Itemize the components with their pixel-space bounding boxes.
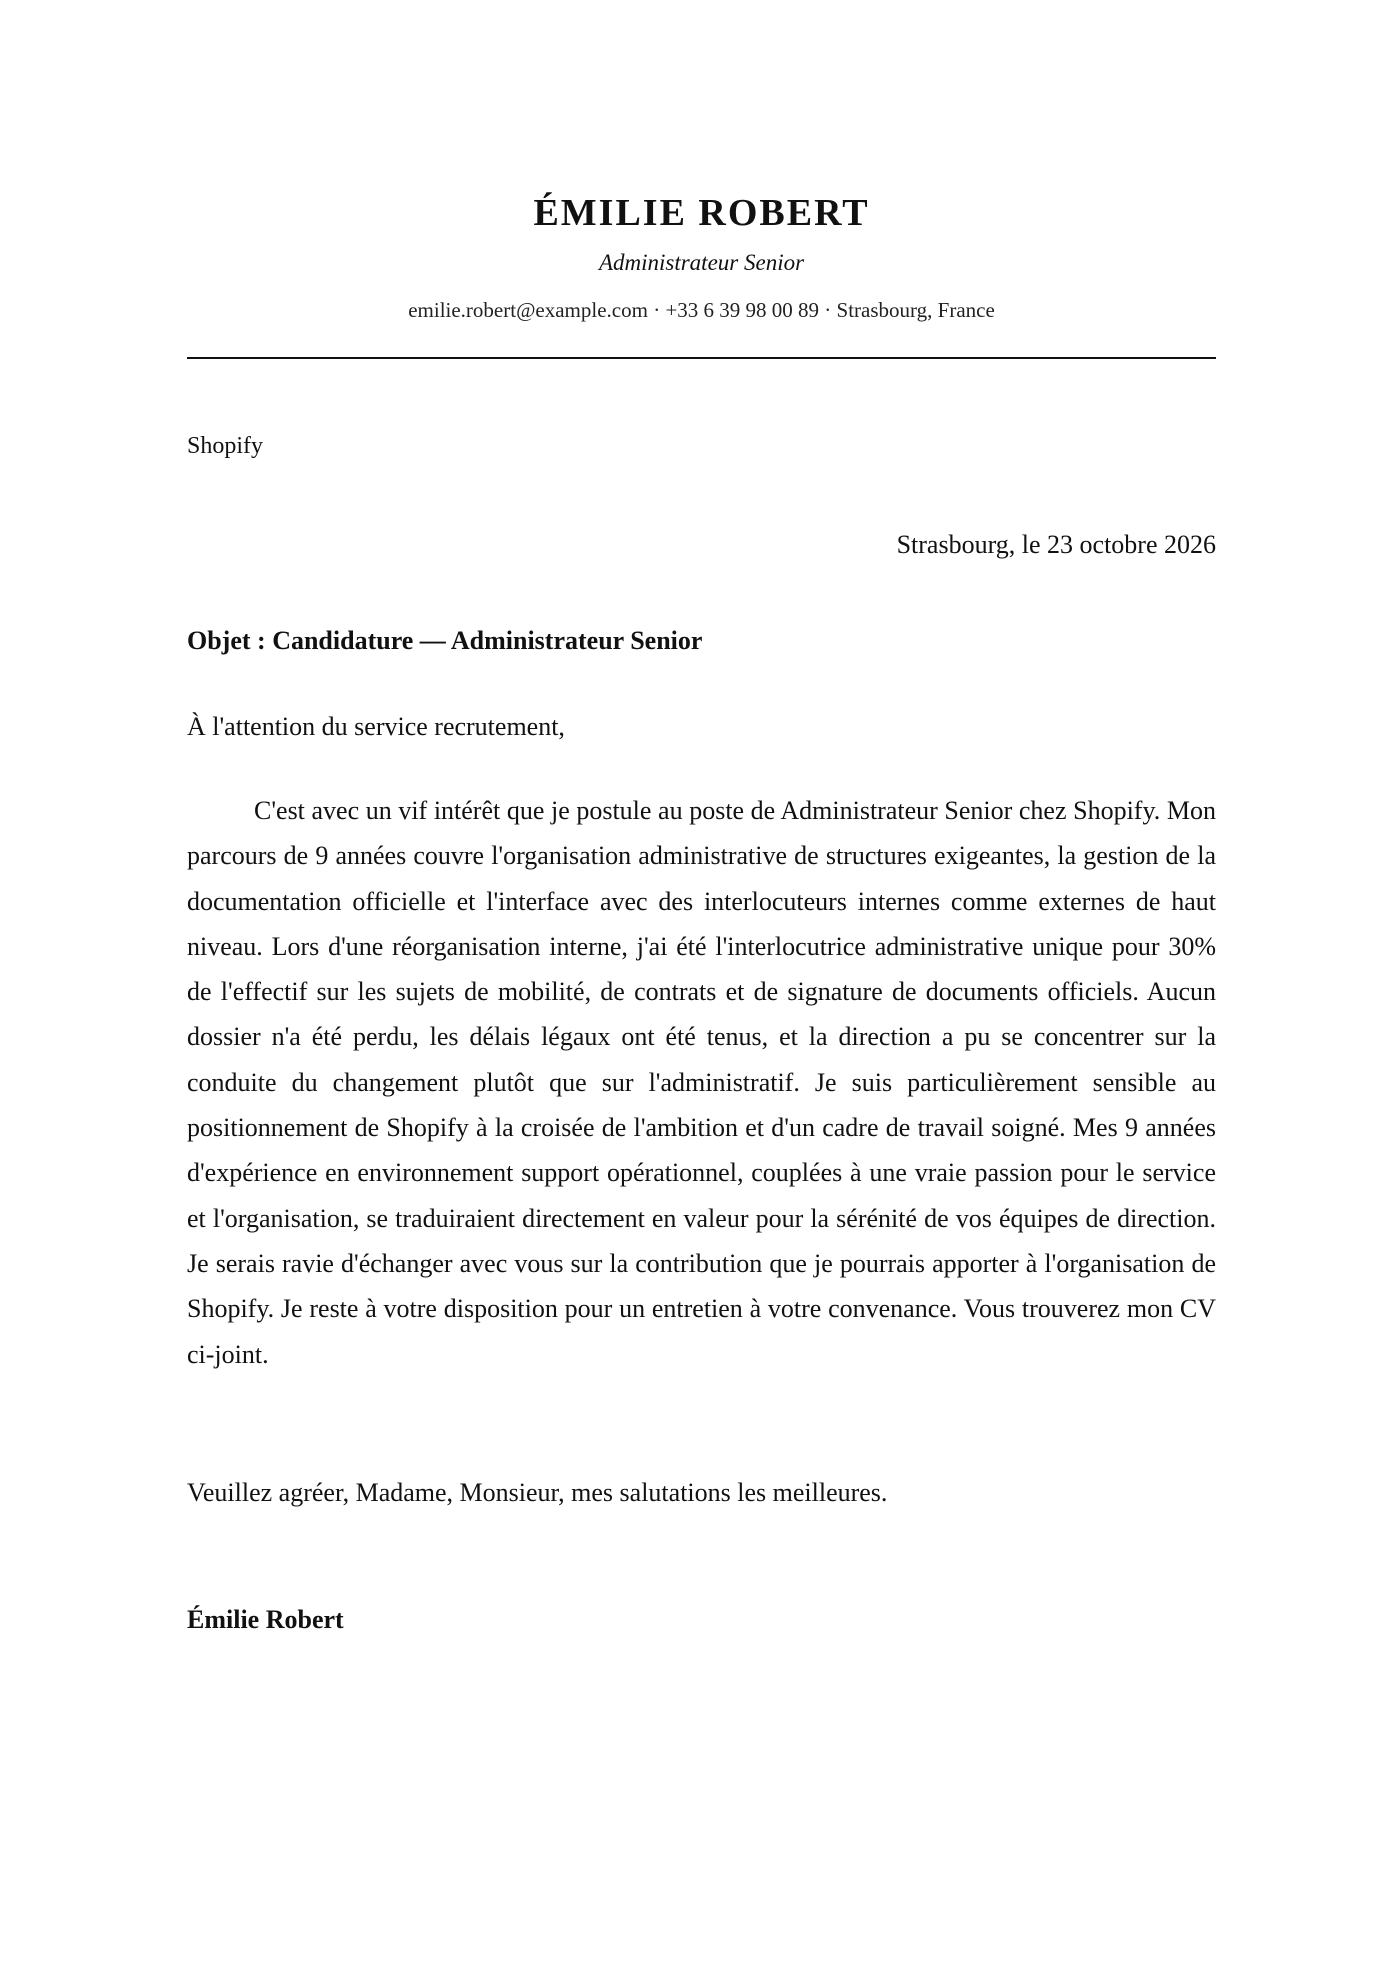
- sender-contact-line: emilie.robert@example.com · +33 6 39 98 00 89 · Strasbourg, France: [408, 298, 995, 322]
- recipient: Shopify: [187, 433, 264, 459]
- letter-closing: Veuillez agréer, Madame, Monsieur, mes salutations les meilleures.: [187, 1478, 888, 1507]
- letter-date: Strasbourg, le 23 octobre 2026: [896, 530, 1216, 559]
- letter-greeting: À l'attention du service recrutement,: [187, 712, 565, 741]
- letter-signature: Émilie Robert: [187, 1605, 344, 1634]
- sender-job-title: Administrateur Senior: [598, 250, 805, 275]
- sender-name: ÉMILIE ROBERT: [533, 192, 870, 234]
- header-divider: [187, 357, 1216, 359]
- letter-header: [187, 190, 1216, 324]
- letter-subject: Objet : Candidature — Administrateur Senior: [187, 626, 703, 655]
- letter-body: C'est avec un vif intérêt que je postule au poste de Administrateur Senior chez Shopify. Mon parcours de 9 années couvre l'organisation administrative de structures exigeantes, la gestion de la documentation officielle et l'interface avec des interlocuteurs internes comme externes de haut niveau. Lors d'une réorganisation interne, j'ai été l'interlocutrice administrative unique pour 30% de l'effectif sur les sujets de mobilité, de contrats et de signature de documents officiels. Aucun dossier n'a été perdu, les délais légaux ont été tenus, et la direction a pu se concentrer sur la conduite du changement plutôt que sur l'administratif. Je suis particulièrement sensible au positionnement de Shopify à la croisée de l'ambition et d'un cadre de travail soigné. Mes 9 années d'expérience en environnement support opérationnel, couplées à une vraie passion pour le service et l'organisation, se traduiraient directement en valeur pour la sérénité de vos équipes de direction. Je serais ravie d'échanger avec vous sur la contribution que je pourrais apporter à l'organisation de Shopify. Je reste à votre disposition pour un entretien à votre convenance. Vous trouverez mon CV ci-joint.: [187, 796, 1216, 1369]
